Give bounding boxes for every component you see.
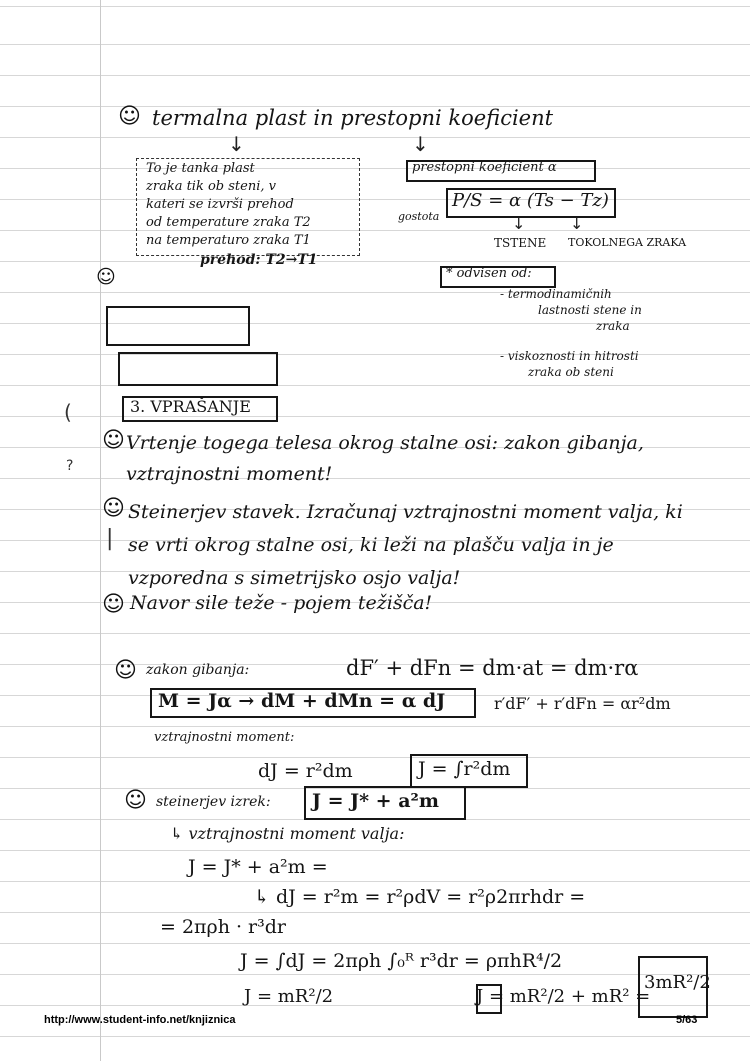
moment-equation: r′dF′ + r′dFn = αr²dm — [494, 694, 671, 713]
arrow-down-icon: ↓ — [412, 132, 429, 156]
section-title: 3. VPRAŠANJE — [130, 397, 251, 416]
coefficient-formula: P/S = α (Ts − Tz) — [452, 190, 609, 211]
final-equation: J = mR²/2 + mR² = — [476, 986, 651, 1007]
margin-stroke-mark: | — [106, 526, 114, 551]
dependency-item: zraka ob steni — [528, 365, 614, 379]
arrow-down-icon: ↓ — [228, 132, 245, 156]
kfactor-unit-box — [118, 352, 278, 386]
page-title: termalna plast in prestopni koeficient — [152, 106, 554, 130]
dependency-item: lastnosti stene in — [538, 303, 642, 317]
calc-line: ↳ dJ = r²m = r²ρdV = r²ρ2πrhdr = — [254, 886, 586, 908]
smiley-icon: ☺ — [102, 496, 125, 521]
ambient-temp-label: TOKOLNEGA ZRAKA — [568, 236, 687, 249]
smiley-icon: ☺ — [102, 592, 125, 617]
dependency-item: - viskoznosti in hitrosti — [500, 349, 639, 363]
steiner-equation: J = J* + a²m — [312, 790, 439, 812]
note-line: To je tanka plast — [146, 161, 255, 176]
calc-line: J = ∫dJ = 2πρh ∫₀ᴿ r³dr = ρπhR⁴/2 — [240, 950, 563, 972]
question-2: Steinerjev stavek. Izračunaj vztrajnostni moment valja, ki se vrti okrog stalne osi, ki leži na plašču valja in je vzporedna s simetrijsko osjo valja! — [128, 501, 683, 589]
calc-line: J = J* + a²m = — [188, 856, 328, 878]
smiley-icon: ☺ — [114, 658, 137, 683]
note-line: zraka tik ob steni, v — [146, 179, 276, 194]
margin-line — [100, 0, 101, 1061]
dependency-item: - termodinamičnih — [500, 287, 612, 301]
depends-on-label: * odvisen od: — [446, 266, 532, 281]
note-line: od temperature zraka T2 — [146, 215, 311, 230]
final-j-box — [476, 984, 502, 1014]
dependency-list — [500, 286, 642, 380]
question-1: Vrtenje togega telesa okrog stalne osi: zakon gibanja, vztrajnostni moment! — [126, 432, 644, 485]
motion-law-equation: dF′ + dFn = dm·at = dm·rα — [346, 656, 639, 680]
torque-equation: M = Jα → dM + dMn = α dJ — [158, 690, 446, 712]
note-line: na temperaturo zraka T1 — [146, 233, 311, 248]
arrow-down-icon: ↓ — [512, 214, 526, 233]
footer-page-number: 5/63 — [676, 1014, 698, 1026]
coefficient-label: prestopni koeficient α — [412, 160, 557, 175]
inertia-label: vztrajnostni moment: — [154, 730, 295, 745]
dependency-item: zraka — [596, 319, 630, 333]
footer-url: http://www.student-info.net/knjiznica — [44, 1014, 236, 1026]
wall-temp-label: TSTENE — [494, 236, 547, 250]
smiley-icon: ☺ — [124, 788, 147, 813]
smiley-icon: ☺ — [102, 428, 125, 453]
note-line: kateri se izvrši prehod — [146, 197, 294, 212]
margin-bracket-mark: ( — [64, 400, 72, 424]
smiley-icon: ☺ — [118, 104, 141, 129]
smiley-icon: ☺ — [96, 266, 116, 288]
calc-line: J = mR²/2 — [244, 986, 334, 1007]
question-3: Navor sile teže - pojem težišča! — [130, 592, 433, 614]
thermal-layer-note — [146, 160, 311, 250]
final-result: 3mR²/2 — [644, 972, 711, 993]
transition-note: prehod: T2→T1 — [200, 252, 318, 268]
inertia-differential: dJ = r²dm — [258, 760, 353, 782]
motion-law-label: zakon gibanja: — [146, 662, 250, 678]
arrow-down-icon: ↓ — [570, 214, 584, 233]
steiner-label: steinerjev izrek: — [156, 794, 271, 810]
margin-mark: ? — [66, 458, 74, 474]
inertia-integral: J = ∫r²dm — [418, 758, 511, 780]
kfactor-formula-box — [106, 306, 250, 346]
calc-line: = 2πρh · r³dr — [160, 916, 287, 938]
cylinder-inertia-label: ↳ vztrajnostni moment valja: — [170, 824, 405, 843]
density-label: gostota — [398, 210, 440, 223]
